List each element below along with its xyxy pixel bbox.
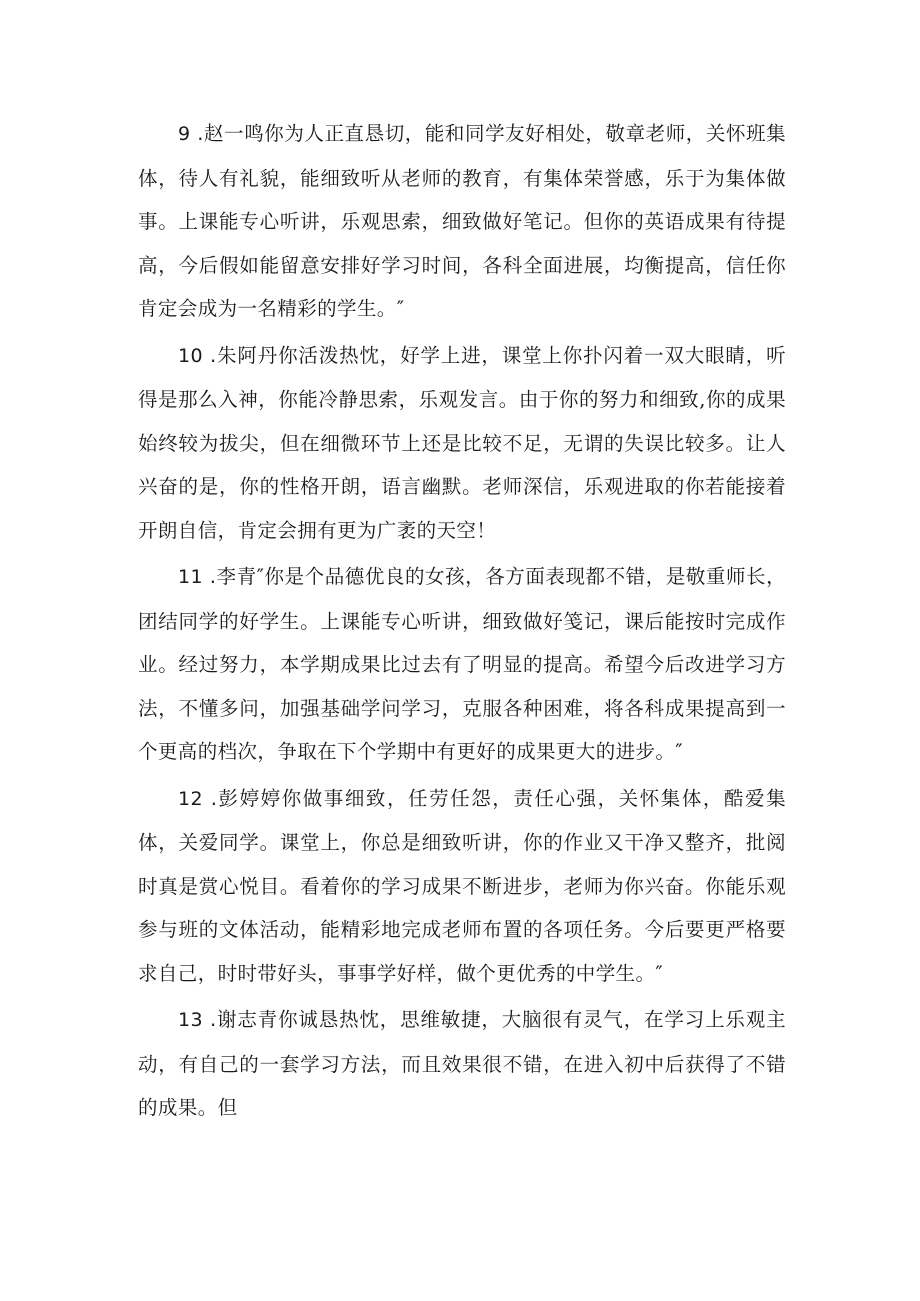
paragraph-9: 9 .赵一鸣你为人正直恳切，能和同学友好相处，敬章老师，关怀班集体，待人有礼貌，能细致听从老师的教育，有集体荣誉感，乐于为集体做事。上课能专心听讲，乐观思索，细致做好笔记。但你的英语成果有待提高，今后假如能留意安排好学习时间，各科全面进展，均衡提高，信任你肯定会成为一名精彩的学生。″: [138, 122, 786, 320]
paragraph-text: 彭婷婷你做事细致，任劳任怨，责任心强，关怀集体，酷爱集体，关爱同学。课堂上，你总是细致听讲，你的作业又干净又整齐，批阅时真是赏心悦目。看着你的学习成果不断进步，老师为你兴奋。你能乐观参与班的文体活动，能精彩地完成老师布置的各项任务。今后要更严格要求自己，时时带好头，事事学好样，做个更优秀的中学生。″: [138, 786, 786, 985]
paragraph-text: 谢志青你诚恳热忱，思维敏捷，大脑很有灵气，在学习上乐观主动，有自己的一套学习方法，而且效果很不错，在进入初中后获得了不错的成果。但: [138, 1008, 786, 1119]
item-number: 12: [178, 787, 203, 810]
paragraph-text: 朱阿丹你活泼热忱，好学上进，课堂上你扑闪着一双大眼睛，听得是那么入神，你能冷静思索，乐观发言。由于你的努力和细致,你的成果始终较为拔尖，但在细微环节上还是比较不足，无谓的失误比较多。让人兴奋的是，你的性格开朗，语言幽默。老师深信，乐观进取的你若能接着开朗自信，肯定会拥有更为广袤的天空！: [138, 343, 786, 542]
document-body: [138, 112, 786, 1130]
paragraph-text: 李青″你是个品德优良的女孩，各方面表现都不错，是敬重师长，团结同学的好学生。上课能专心听讲，细致做好笺记，课后能按时完成作业。经过努力，本学期成果比过去有了明显的提高。希望今后改进学习方法，不懂多问，加强基础学问学习，克服各种困难，将各科成果提高到一个更高的档次，争取在下个学期中有更好的成果更大的进步。″: [138, 565, 787, 763]
item-number: 10: [178, 344, 203, 367]
paragraph-10: 10 .朱阿丹你活泼热忱，好学上进，课堂上你扑闪着一双大眼睛，听得是那么入神，你能冷静思索，乐观发言。由于你的努力和细致,你的成果始终较为拔尖，但在细微环节上还是比较不足，无谓的失误比较多。让人兴奋的是，你的性格开朗，语言幽默。老师深信，乐观进取的你若能接着开朗自信，肯定会拥有更为广袤的天空！: [138, 343, 786, 542]
item-number: 13: [178, 1009, 203, 1031]
paragraph-12: 12 .彭婷婷你做事细致，任劳任怨，责任心强，关怀集体，酷爱集体，关爱同学。课堂上，你总是细致听讲，你的作业又干净又整齐，批阅时真是赏心悦目。看着你的学习成果不断进步，老师为你兴奋。你能乐观参与班的文体活动，能精彩地完成老师布置的各项任务。今后要更严格要求自己，时时带好头，事事学好样，做个更优秀的中学生。″: [138, 786, 786, 985]
paragraph-11: 11 .李青″你是个品德优良的女孩，各方面表现都不错，是敬重师长，团结同学的好学生。上课能专心听讲，细致做好笺记，课后能按时完成作业。经过努力，本学期成果比过去有了明显的提高。希望今后改进学习方法，不懂多问，加强基础学问学习，克服各种困难，将各科成果提高到一个更高的档次，争取在下个学期中有更好的成果更大的进步。″: [138, 565, 787, 763]
paragraph-text: 赵一鸣你为人正直恳切，能和同学友好相处，敬章老师，关怀班集体，待人有礼貌，能细致听从老师的教育，有集体荣誉感，乐于为集体做事。上课能专心听讲，乐观思索，细致做好笔记。但你的英语成果有待提高，今后假如能留意安排好学习时间，各科全面进展，均衡提高，信任你肯定会成为一名精彩的学生。″: [138, 122, 786, 320]
paragraph-13: 13 .谢志青你诚恳热忱，思维敏捷，大脑很有灵气，在学习上乐观主动，有自己的一套学习方法，而且效果很不错，在进入初中后获得了不错的成果。但: [138, 1008, 786, 1119]
item-number: 11: [178, 566, 203, 588]
item-number: 9: [178, 123, 191, 145]
